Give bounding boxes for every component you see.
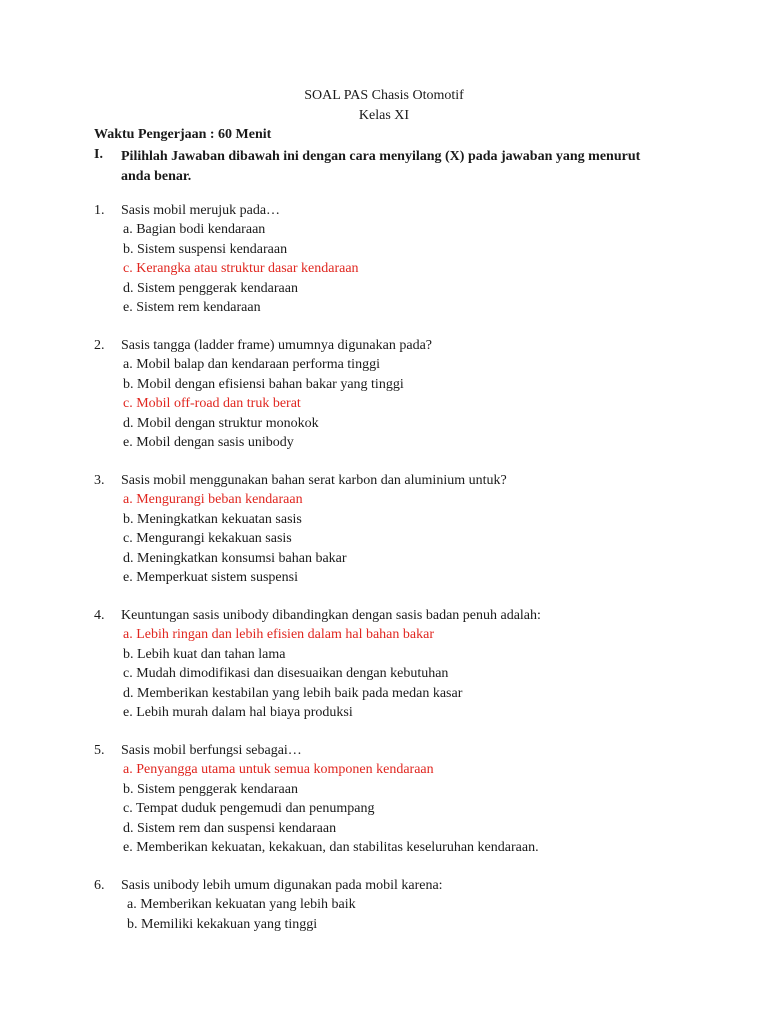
question-text: Sasis mobil merujuk pada… [121,203,281,218]
question-number: 4. [94,608,105,623]
answer-option: c. Mudah dimodifikasi dan disesuaikan dengan kebutuhan [123,666,449,682]
answer-option: b. Sistem penggerak kendaraan [123,781,298,797]
document-title: SOAL PAS Chasis Otomotif [304,88,464,103]
answer-option: d. Memberikan kestabilan yang lebih baik pada medan kasar [123,685,463,701]
question-text: Sasis unibody lebih umum digunakan pada mobil karena: [121,878,443,893]
answer-option: b. Lebih kuat dan tahan lama [123,646,286,662]
question-number: 1. [94,203,105,218]
question-text: Keuntungan sasis unibody dibandingkan dengan sasis badan penuh adalah: [121,608,541,623]
answer-option: c. Tempat duduk pengemudi dan penumpang [123,801,375,817]
question-number: 2. [94,338,105,353]
class-label: Kelas XI [358,108,410,123]
answer-option-correct: c. Mobil off-road dan truk berat [123,396,301,412]
answer-option: e. Memberikan kekuatan, kekakuan, dan stabilitas keseluruhan kendaraan. [123,840,539,855]
question-text: Sasis mobil berfungsi sebagai… [121,743,302,758]
answer-option: b. Meningkatkan kekuatan sasis [123,511,302,527]
question-number: 3. [94,473,105,488]
answer-option: d. Mobil dengan struktur monokok [123,415,319,431]
question-text: Sasis mobil menggunakan bahan serat karbon dan aluminium untuk? [121,473,507,488]
answer-option: b. Sistem suspensi kendaraan [123,241,288,257]
answer-option-correct: c. Kerangka atau struktur dasar kendaraan [123,261,359,277]
question-text: Sasis tangga (ladder frame) umumnya digunakan pada? [121,338,433,353]
answer-option: e. Sistem rem kendaraan [123,300,261,315]
answer-option: e. Memperkuat sistem suspensi [123,570,298,585]
answer-option-correct: a. Lebih ringan dan lebih efisien dalam hal bahan bakar [123,627,434,643]
answer-option-correct: a. Penyangga utama untuk semua komponen kendaraan [123,762,434,778]
answer-option: d. Sistem rem dan suspensi kendaraan [123,820,337,836]
instruction-text: Pilihlah Jawaban dibawah ini dengan cara menyilang (X) pada jawaban yang menurut anda benar. [121,149,641,184]
answer-option: e. Lebih murah dalam hal biaya produksi [123,705,353,720]
answer-option: b. Memiliki kekakuan yang tinggi [127,916,318,932]
answer-option: a. Mobil balap dan kendaraan performa tinggi [123,357,380,373]
answer-option: a. Memberikan kekuatan yang lebih baik [127,897,356,913]
answer-option: e. Mobil dengan sasis unibody [123,435,294,450]
question-number: 5. [94,743,105,758]
answer-option-correct: a. Mengurangi beban kendaraan [123,492,303,508]
answer-option: d. Meningkatkan konsumsi bahan bakar [123,550,347,566]
answer-option: c. Mengurangi kekakuan sasis [123,531,292,547]
time-limit: Waktu Pengerjaan : 60 Menit [94,127,272,142]
answer-option: d. Sistem penggerak kendaraan [123,280,298,296]
instruction-number: I. [94,147,103,162]
answer-option: b. Mobil dengan efisiensi bahan bakar yang tinggi [123,376,404,392]
question-number: 6. [94,878,105,893]
answer-option: a. Bagian bodi kendaraan [123,222,266,238]
